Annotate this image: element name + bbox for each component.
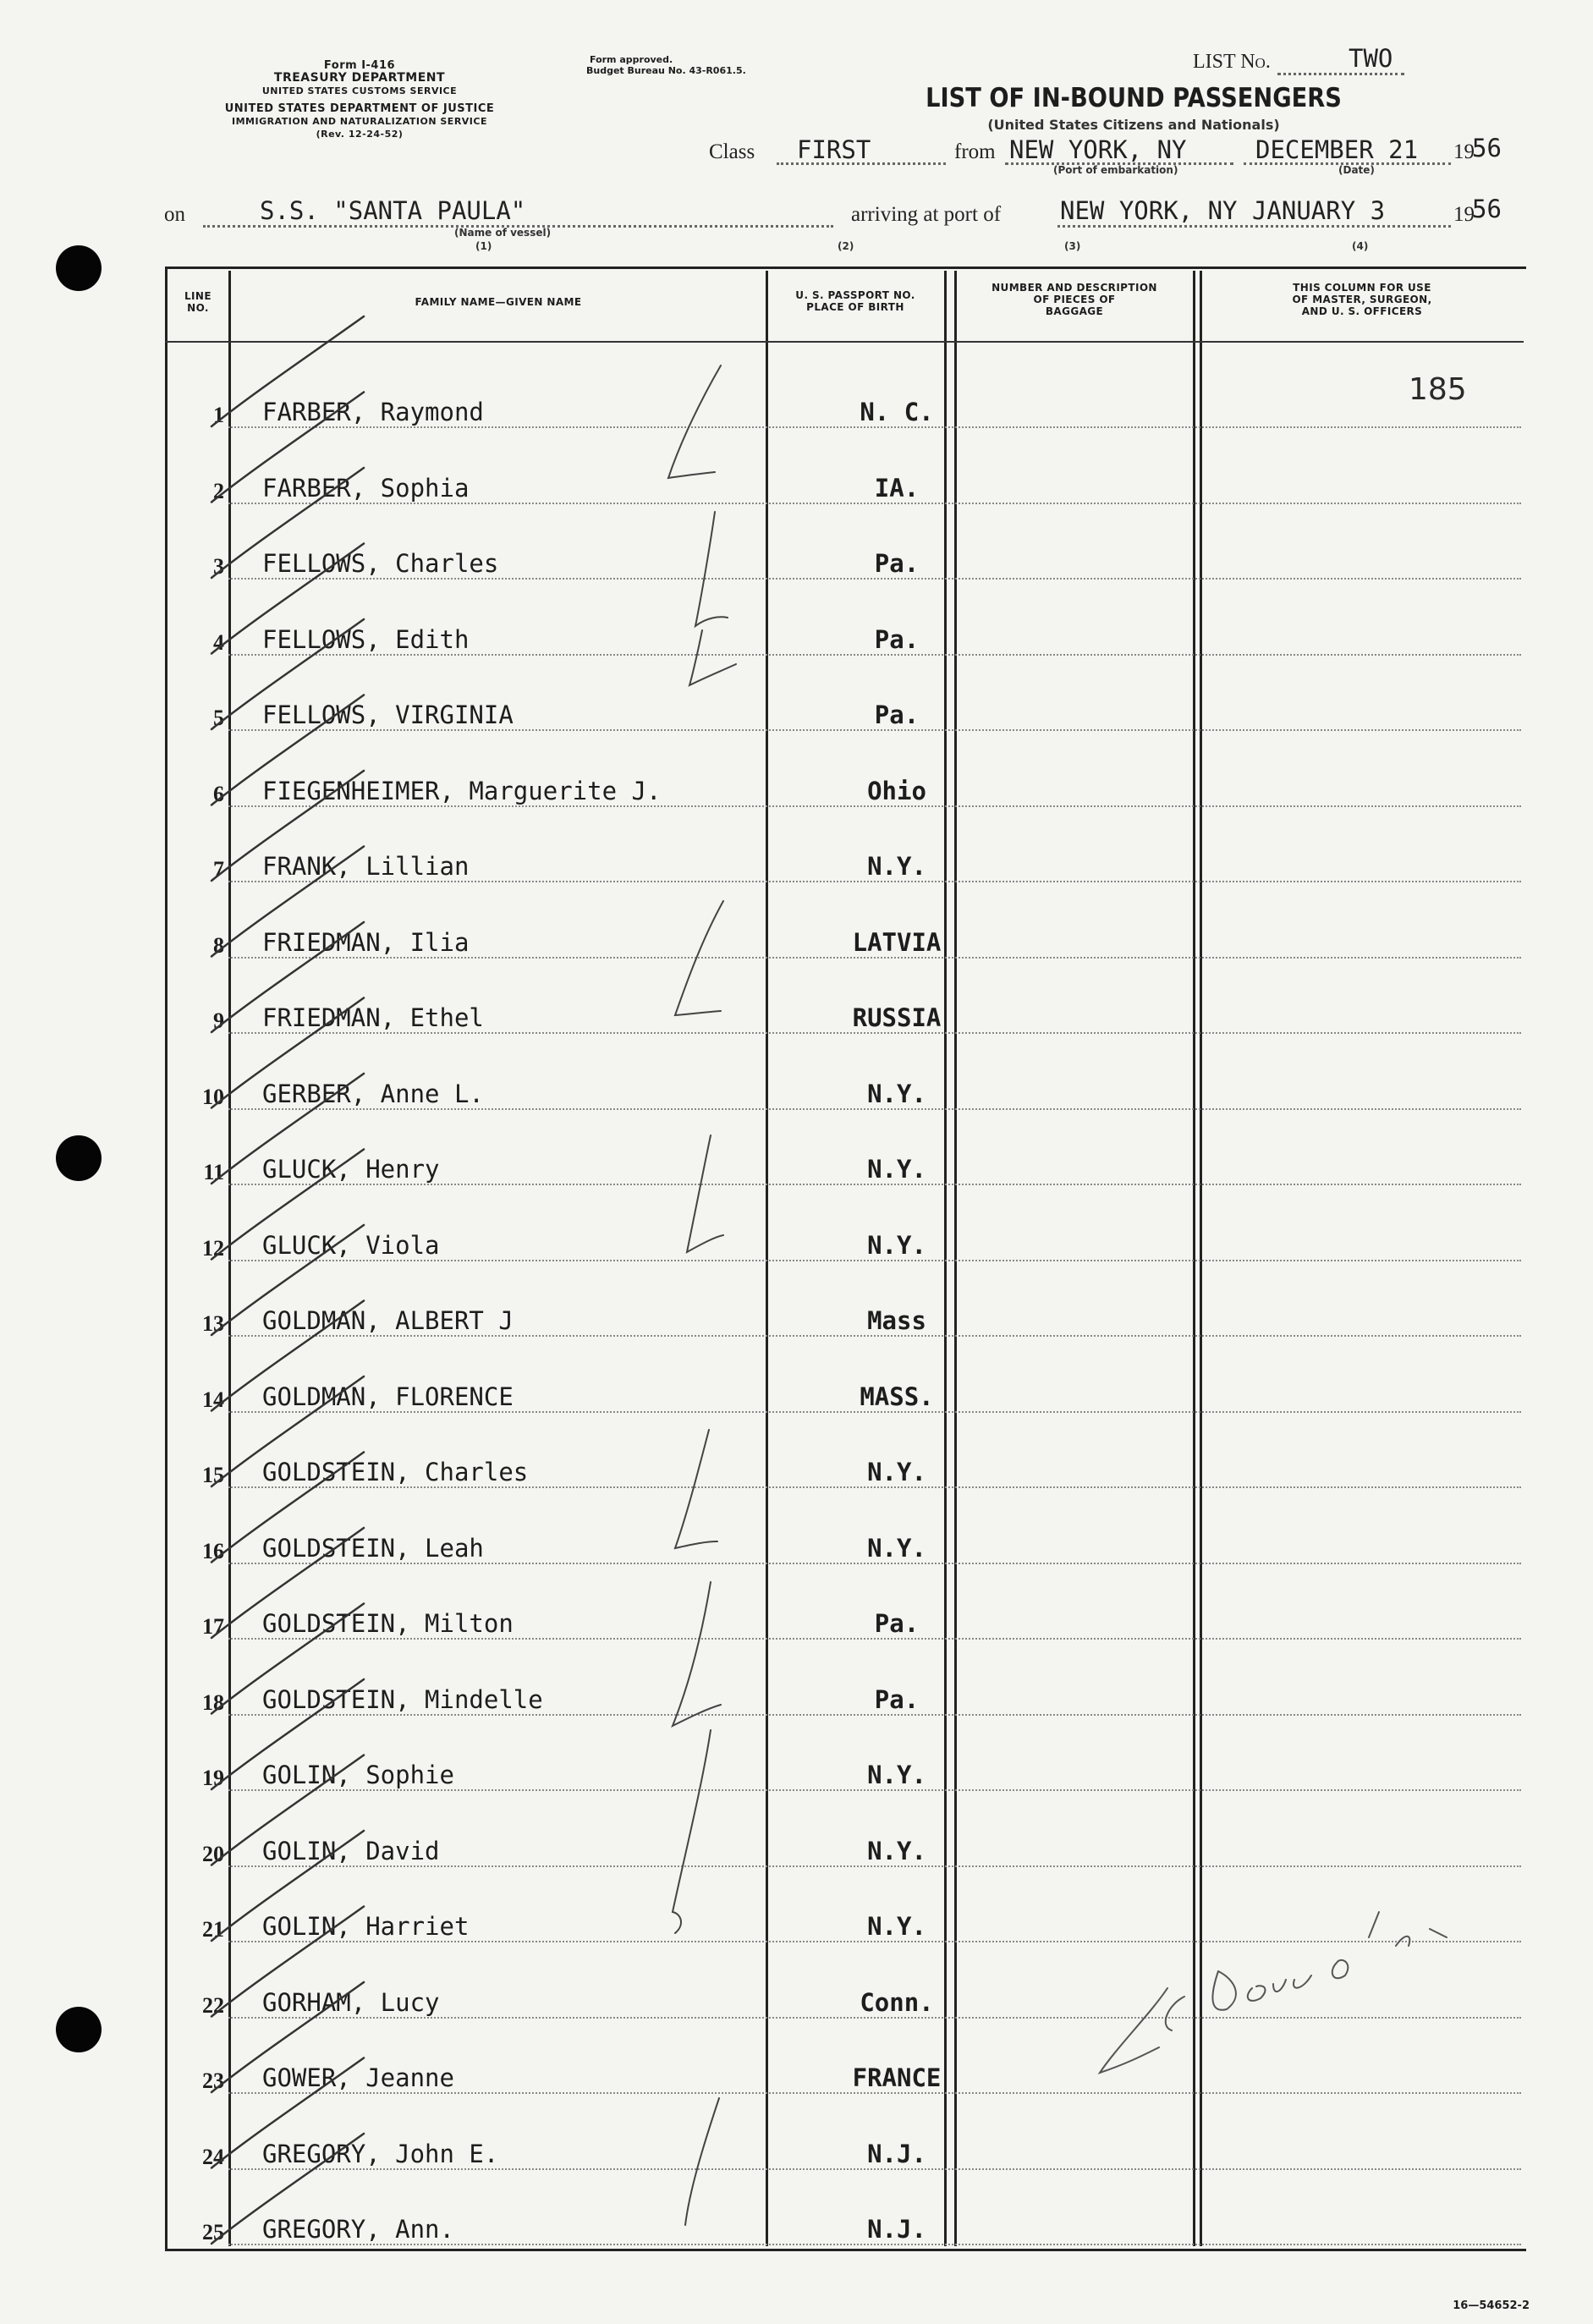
passenger-name: GERBER, Anne L. (262, 1079, 484, 1108)
list-no-value: TWO (1349, 44, 1393, 73)
row-rule (228, 957, 1521, 959)
place-of-birth: N.Y. (867, 1912, 926, 1941)
column-header-name: FAMILY NAME—GIVEN NAME (415, 296, 582, 308)
line-number: 19 (202, 1766, 224, 1790)
passenger-name: FELLOWS, Edith (262, 624, 470, 654)
line-number: 13 (202, 1311, 224, 1336)
arrival-year-prefix: 19 (1453, 203, 1475, 226)
line-number: 8 (213, 932, 224, 958)
column-header-line-no (168, 290, 228, 314)
row-rule (228, 1411, 1521, 1413)
arrival-line (1057, 225, 1451, 228)
list-no-line (1277, 73, 1404, 75)
line-number: 6 (213, 781, 224, 806)
row-rule (228, 1638, 1521, 1640)
row-rule (228, 1032, 1521, 1034)
class-label: Class (709, 140, 755, 163)
place-of-birth: N.Y. (867, 1230, 926, 1260)
place-of-birth: N. C. (860, 398, 934, 426)
document-title: LIST OF IN-BOUND PASSENGERS (926, 83, 1342, 113)
column-caption-4: (4) (1352, 240, 1369, 252)
line-number: 4 (213, 629, 224, 655)
line-header-line1: LINE (184, 290, 211, 302)
from-value: NEW YORK, NY (1009, 135, 1187, 164)
row-rule (228, 729, 1521, 731)
line-number: 17 (202, 1614, 224, 1639)
list-no-label: LIST No. (1193, 51, 1271, 73)
officers-header-line1: THIS COLUMN FOR USE (1293, 282, 1431, 294)
passenger-name: GOLDSTEIN, Milton (262, 1609, 514, 1638)
row-rule (228, 1260, 1521, 1261)
place-of-birth: MASS. (860, 1382, 934, 1411)
class-value: FIRST (797, 135, 871, 164)
embarkation-caption: (Port of embarkation) (1053, 164, 1178, 176)
place-of-birth: FRANCE (852, 2063, 942, 2092)
line-number: 9 (213, 1008, 224, 1033)
line-number: 1 (213, 403, 224, 427)
vessel-caption-number: (1) (475, 240, 492, 252)
place-of-birth: Pa. (874, 1609, 920, 1638)
place-of-birth: LATVIA (852, 927, 942, 957)
passenger-name: GOLDMAN, ALBERT J (262, 1306, 514, 1335)
arrival-value: NEW YORK, NY JANUARY 3 (1060, 196, 1386, 225)
form-number: Form I-416 (323, 59, 396, 72)
passport-header-line1: U. S. PASSPORT NO. (795, 289, 915, 301)
row-rule (228, 881, 1521, 882)
punch-hole-bottom (56, 2007, 102, 2052)
place-of-birth: N.Y. (867, 1533, 926, 1563)
date-caption: (Date) (1338, 164, 1375, 176)
footer-code: 16—54652-2 (1453, 2299, 1530, 2312)
column-divider-baggage (1193, 271, 1195, 2246)
place-of-birth: Pa. (874, 549, 920, 578)
passenger-name: GOLIN, Sophie (262, 1761, 454, 1789)
row-rule (228, 503, 1521, 504)
baggage-header-line3: BAGGAGE (1045, 305, 1104, 317)
passenger-name: FRANK, Lillian (262, 852, 470, 881)
treasury-department: TREASURY DEPARTMENT (273, 71, 446, 85)
row-rule (228, 2244, 1521, 2245)
officers-header-line2: OF MASTER, SURGEON, (1292, 294, 1432, 305)
line-number: 7 (213, 857, 224, 882)
place-of-birth: RUSSIA (852, 1003, 942, 1032)
line-number: 21 (202, 1917, 224, 1942)
place-of-birth: Mass (867, 1306, 926, 1335)
line-number: 22 (202, 1992, 224, 2018)
passport-header-line2: PLACE OF BIRTH (806, 301, 904, 313)
arrival-year-suffix: 56 (1472, 195, 1502, 223)
place-of-birth: N.Y. (867, 1836, 926, 1865)
line-number: 20 (202, 1841, 224, 1866)
line-number: 23 (202, 2069, 224, 2093)
row-rule (228, 2092, 1521, 2094)
header-rule (165, 341, 1524, 343)
row-rule (228, 426, 1521, 428)
passenger-name: FARBER, Sophia (262, 473, 470, 503)
line-number: 25 (202, 2220, 224, 2244)
customs-service: UNITED STATES CUSTOMS SERVICE (261, 85, 458, 96)
baggage-header-line2: OF PIECES OF (1033, 294, 1116, 305)
line-number: 24 (202, 2144, 224, 2169)
passenger-name: FIEGENHEIMER, Marguerite J. (262, 776, 662, 805)
row-rule (228, 1184, 1521, 1185)
line-number: 2 (213, 478, 224, 503)
line-number: 10 (202, 1084, 224, 1109)
line-number: 14 (202, 1387, 224, 1412)
row-rule (228, 1486, 1521, 1488)
place-of-birth: N.J. (867, 2215, 926, 2244)
line-number: 18 (202, 1689, 224, 1715)
passenger-name: GOLDSTEIN, Leah (262, 1533, 484, 1563)
approval-block (586, 54, 746, 76)
row-rule (228, 1789, 1521, 1791)
place-of-birth: N.Y. (867, 852, 926, 881)
officers-header-line3: AND U. S. OFFICERS (1301, 305, 1423, 317)
vessel-value: S.S. "SANTA PAULA" (260, 196, 526, 225)
place-of-birth: Pa. (874, 700, 920, 729)
passenger-name: GOLDSTEIN, Mindelle (262, 1684, 543, 1714)
column-caption-2: (2) (838, 240, 854, 252)
budget-bureau: Budget Bureau No. 43-R061.5. (586, 65, 746, 76)
column-header-officers (1203, 282, 1521, 317)
line-number: 15 (202, 1463, 224, 1487)
column-divider-baggage-2 (1200, 271, 1202, 2246)
column-header-baggage (958, 282, 1191, 317)
passenger-name: FELLOWS, VIRGINIA (262, 700, 514, 729)
baggage-header-line1: NUMBER AND DESCRIPTION (992, 282, 1157, 294)
column-caption-3: (3) (1064, 240, 1081, 252)
passenger-name: GOLIN, David (262, 1836, 440, 1865)
from-label: from (954, 140, 996, 163)
passenger-name: GOLDSTEIN, Charles (262, 1458, 529, 1486)
punch-hole-middle (56, 1135, 102, 1181)
row-rule (228, 2017, 1521, 2019)
document-subtitle: (United States Citizens and Nationals) (987, 117, 1280, 133)
passenger-name: GOLDMAN, FLORENCE (262, 1382, 514, 1411)
line-number: 11 (203, 1160, 224, 1184)
passenger-name: FRIEDMAN, Ilia (262, 927, 470, 957)
ins-service: IMMIGRATION AND NATURALIZATION SERVICE (231, 116, 487, 127)
line-number: 16 (202, 1538, 224, 1563)
place-of-birth: Conn. (860, 1987, 934, 2017)
row-rule (228, 1563, 1521, 1564)
passenger-name: GORHAM, Lucy (262, 1987, 440, 2017)
justice-department: UNITED STATES DEPARTMENT OF JUSTICE (224, 102, 495, 115)
row-rule (228, 2168, 1521, 2170)
agency-block (161, 59, 558, 140)
line-header-line2: NO. (187, 302, 209, 314)
place-of-birth: Pa. (874, 1684, 920, 1714)
punch-hole-top (56, 245, 102, 291)
row-rule (228, 1714, 1521, 1716)
place-of-birth: N.Y. (867, 1761, 926, 1789)
row-rule (228, 654, 1521, 656)
row-rule (228, 1865, 1521, 1867)
vessel-caption: (Name of vessel) (454, 227, 552, 239)
officer-note: 185 (1409, 372, 1467, 407)
row-rule (228, 1108, 1521, 1110)
line-number: 12 (202, 1235, 224, 1261)
date-value: DECEMBER 21 (1255, 135, 1419, 164)
place-of-birth: Ohio (867, 776, 926, 805)
passenger-name: FARBER, Raymond (262, 398, 484, 426)
row-rule (228, 1335, 1521, 1337)
row-rule (228, 578, 1521, 580)
passenger-name: GOLIN, Harriet (262, 1912, 470, 1941)
passenger-name: GLUCK, Viola (262, 1230, 440, 1260)
column-divider-name (766, 271, 768, 2246)
row-rule (228, 805, 1521, 807)
passenger-name: GREGORY, Ann. (262, 2215, 454, 2244)
place-of-birth: N.Y. (867, 1079, 926, 1108)
passenger-name: GOWER, Jeanne (262, 2063, 454, 2092)
date-year-prefix: 19 (1453, 140, 1475, 163)
passenger-name: GLUCK, Henry (262, 1155, 440, 1184)
column-divider-line-no (228, 271, 231, 2246)
place-of-birth: N.Y. (867, 1458, 926, 1486)
date-year-suffix: 56 (1472, 134, 1502, 162)
arriving-label: arriving at port of (851, 203, 1002, 226)
place-of-birth: IA. (874, 473, 920, 503)
revision-date: (Rev. 12-24-52) (316, 129, 404, 140)
row-rule (228, 1941, 1521, 1942)
column-header-passport (768, 289, 942, 313)
passenger-name: GREGORY, John E. (262, 2139, 499, 2168)
place-of-birth: N.J. (867, 2139, 926, 2168)
place-of-birth: N.Y. (867, 1155, 926, 1184)
form-approved: Form approved. (590, 54, 673, 65)
line-number: 5 (213, 706, 224, 730)
place-of-birth: Pa. (874, 624, 920, 654)
on-label: on (164, 203, 185, 226)
line-number: 3 (213, 554, 224, 579)
passenger-name: FRIEDMAN, Ethel (262, 1003, 484, 1032)
passenger-name: FELLOWS, Charles (262, 549, 499, 578)
